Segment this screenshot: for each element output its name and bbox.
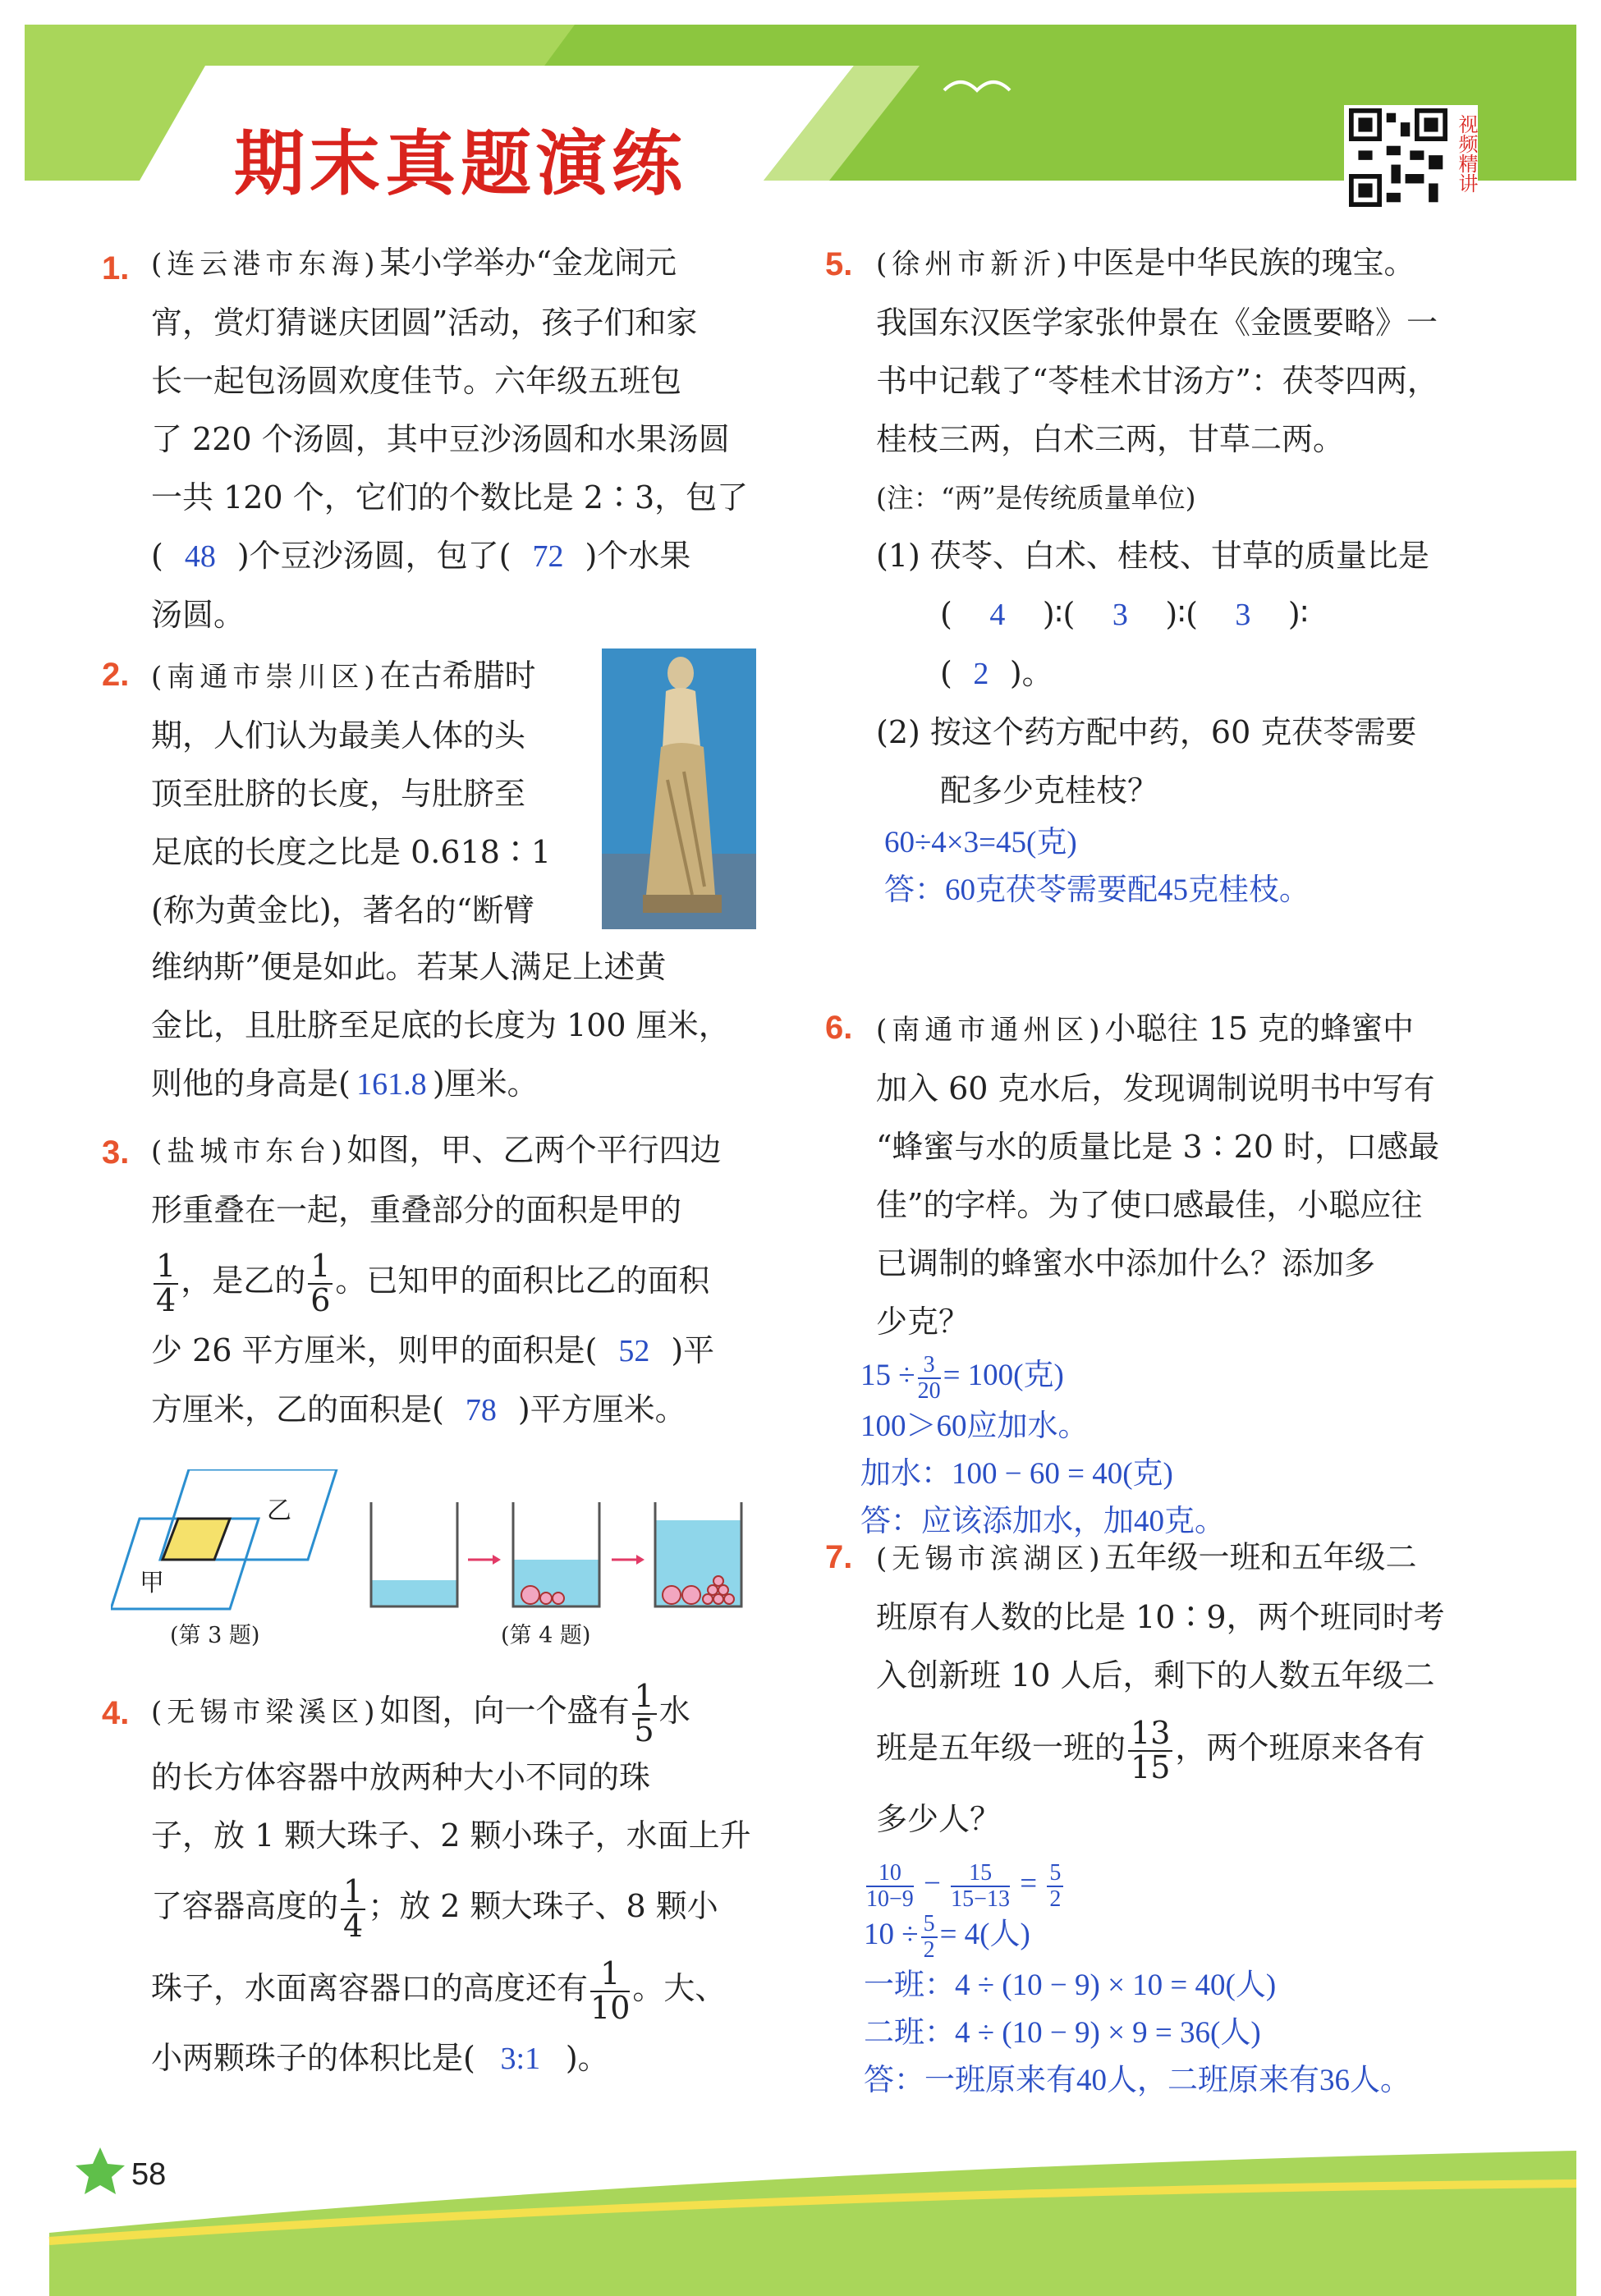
q1-source: (连云港市东海) bbox=[151, 248, 380, 281]
q5-subquestion-2: 配多少克桂枝？ bbox=[940, 772, 1159, 809]
q3-text: )平 bbox=[671, 1332, 715, 1368]
qr-code-icon[interactable] bbox=[1344, 105, 1452, 210]
q5-source: (徐州市新沂) bbox=[876, 248, 1072, 281]
q7-solution-line: 答：一班原来有40人，二班原来有36人。 bbox=[864, 2063, 1411, 2097]
q6-text: “蜂蜜与水的质量比是 3∶20 时，口感最 bbox=[876, 1129, 1440, 1165]
q5-text: 书中记载了“苓桂术甘汤方”：茯苓四两， bbox=[876, 363, 1438, 399]
q3-text: 。已知甲的面积比乙的面积 bbox=[335, 1263, 710, 1299]
q3-number: 3. bbox=[102, 1134, 130, 1171]
page-number: 58 bbox=[131, 2157, 167, 2192]
q5-ratio-2[interactable]: 3 bbox=[1112, 598, 1128, 632]
q4-text: 小两颗珠子的体积比是( bbox=[151, 2040, 475, 2076]
question-2 bbox=[151, 647, 594, 940]
q4-fraction-1-10: $\frac{1}{10}$ bbox=[590, 1955, 631, 2026]
q4-fraction-1-4: $\frac{1}{4}$ bbox=[341, 1876, 365, 1943]
q6-number: 6. bbox=[825, 1010, 853, 1046]
q2-number: 2. bbox=[102, 657, 130, 693]
q5-text: 我国东汉医学家张仲景在《金匮要略》一 bbox=[876, 305, 1438, 341]
q1-text: )个豆沙汤圆，包了( bbox=[236, 538, 511, 574]
q3-caption: (第 3 题) bbox=[170, 1623, 260, 1648]
q3-text: 方厘米，乙的面积是( bbox=[151, 1391, 444, 1428]
q6-solution bbox=[860, 1350, 1225, 1546]
q5-subquestion-2: (2) 按这个药方配中药，60 克茯苓需要 bbox=[876, 714, 1417, 750]
q3-text: 形重叠在一起，重叠部分的面积是甲的 bbox=[151, 1192, 682, 1228]
q6-text: 少克？ bbox=[876, 1304, 970, 1340]
q5-solution-line: 答：60克茯苓需要配45克桂枝。 bbox=[884, 873, 1310, 907]
q6-text: 佳”的字样。为了使口感最佳，小聪应往 bbox=[876, 1187, 1423, 1223]
q6-solution-line: 15 ÷ bbox=[860, 1359, 915, 1392]
q4-fraction-1-5: $\frac{1}{5}$ bbox=[632, 1680, 657, 1748]
q1-text: 某小学举办“金龙闹元 bbox=[379, 245, 677, 281]
q2-text: 足底的长度之比是 0.618∶1 bbox=[151, 834, 552, 870]
q2-text: (称为黄金比)，著名的“断臂 bbox=[151, 892, 535, 928]
q5-number: 5. bbox=[825, 246, 853, 282]
q3-fraction-1-6: $\frac{1}{6}$ bbox=[308, 1250, 333, 1318]
q4-text: 了容器高度的 bbox=[151, 1888, 339, 1924]
q4-source: (无锡市梁溪区) bbox=[151, 1696, 380, 1729]
q5-ratio-3[interactable]: 3 bbox=[1235, 598, 1251, 632]
q7-solution-line: 二班：4 ÷ (10 − 9) × 9 = 36(人) bbox=[864, 2015, 1261, 2050]
q1-text: 一共 120 个，它们的个数比是 2∶3，包了 bbox=[151, 479, 749, 516]
q6-source: (南通市通州区) bbox=[876, 1014, 1105, 1047]
q7-text: 班是五年级一班的 bbox=[876, 1730, 1126, 1766]
q7-number: 7. bbox=[825, 1539, 853, 1575]
q4-text: 的长方体容器中放两种大小不同的珠 bbox=[151, 1759, 651, 1795]
q5-ratio-1[interactable]: 4 bbox=[989, 598, 1006, 632]
q6-solution-line: = 100(克) bbox=[943, 1359, 1064, 1392]
qr-label: 视频精讲 bbox=[1450, 105, 1478, 202]
q4-text: ；放 2 颗大珠子、8 颗小 bbox=[368, 1888, 718, 1924]
q2-text: 顶至肚脐的长度，与肚脐至 bbox=[151, 776, 526, 812]
q2-answer[interactable]: 161.8 bbox=[356, 1067, 427, 1102]
q6-solution-line: 100＞60应加水。 bbox=[860, 1409, 1089, 1443]
q1-text: 长一起包汤圆欢度佳节。六年级五班包 bbox=[151, 363, 682, 399]
q1-answer-1[interactable]: 48 bbox=[184, 539, 216, 574]
q6-solution-line: 加水：100 − 60 = 40(克) bbox=[860, 1456, 1173, 1491]
q7-solution-line: 一班：4 ÷ (10 − 9) × 10 = 40(人) bbox=[864, 1968, 1277, 2002]
q5-text: 中医是中华民族的瑰宝。 bbox=[1071, 245, 1415, 281]
q5-text: 桂枝三两，白术三两，甘草二两。 bbox=[876, 421, 1345, 457]
q7-solution-operator: − bbox=[924, 1867, 941, 1900]
q1-text: )个水果 bbox=[585, 538, 691, 574]
q7-fraction-13-15: $\frac{13}{15}$ bbox=[1128, 1717, 1172, 1785]
q2-source: (南通市崇川区) bbox=[151, 661, 380, 694]
q3-text: )平方厘米。 bbox=[517, 1391, 686, 1428]
q7-text: 入创新班 10 人后，剩下的人数五年级二 bbox=[876, 1657, 1435, 1693]
q5-solution bbox=[884, 819, 1310, 914]
q3-answer-1[interactable]: 52 bbox=[618, 1334, 650, 1368]
q7-text: ，两个班原来各有 bbox=[1175, 1730, 1425, 1766]
q3-text: 少 26 平方厘米，则甲的面积是( bbox=[151, 1332, 598, 1368]
q1-number: 1. bbox=[102, 250, 130, 286]
q7-fraction-5-2: $\frac{5}{2}$ bbox=[921, 1912, 938, 1962]
q1-text: 宵，赏灯猜谜庆团圆”活动，孩子们和家 bbox=[151, 305, 698, 341]
footer-decoration bbox=[0, 2118, 1601, 2296]
q1-answer-2[interactable]: 72 bbox=[532, 539, 564, 574]
question-7 bbox=[876, 1528, 1500, 1849]
q2-text: 维纳斯”便是如此。若某人满足上述黄 bbox=[151, 949, 667, 985]
q5-solution-line: 60÷4×3=45(克) bbox=[884, 826, 1077, 859]
q5-subquestion-1: (1) 茯苓、白术、桂枝、甘草的质量比是 bbox=[876, 538, 1429, 574]
question-3 bbox=[151, 1121, 759, 1440]
q1-text: ( bbox=[151, 538, 163, 574]
q4-text: 水 bbox=[658, 1693, 690, 1729]
q7-solution-line: = 4(人) bbox=[939, 1918, 1030, 1951]
q4-answer[interactable]: 3:1 bbox=[500, 2042, 541, 2076]
q7-text: 班原有人数的比是 10∶9，两个班同时考 bbox=[876, 1599, 1445, 1635]
q7-solution bbox=[864, 1857, 1411, 2105]
q7-fraction-5-2: $\frac{5}{2}$ bbox=[1047, 1861, 1063, 1911]
q6-text: 已调制的蜂蜜水中添加什么？添加多 bbox=[876, 1245, 1376, 1281]
q7-fraction-15-over-15-13: $\frac{15}{15-13}$ bbox=[951, 1860, 1010, 1912]
q4-text: 如图，向一个盛有 bbox=[379, 1693, 630, 1729]
q2-text: )厘米。 bbox=[432, 1066, 539, 1102]
q7-fraction-10-over-10-9: $\frac{10}{10-9}$ bbox=[866, 1860, 914, 1912]
q6-fraction-3-20: $\frac{3}{20}$ bbox=[917, 1352, 941, 1404]
q4-text: 珠子，水面离容器口的高度还有 bbox=[151, 1970, 589, 2006]
q6-text: 小聪往 15 克的蜂蜜中 bbox=[1104, 1011, 1415, 1047]
q7-text: 多少人？ bbox=[876, 1801, 1002, 1837]
q4-number: 4. bbox=[102, 1695, 130, 1731]
venus-statue-image bbox=[602, 648, 756, 929]
q2-text: 金比，且肚脐至足底的长度为 100 厘米， bbox=[151, 1007, 730, 1043]
q5-note: (注：“两”是传统质量单位) bbox=[876, 482, 1196, 514]
question-6 bbox=[876, 1000, 1500, 1351]
question-4 bbox=[151, 1675, 775, 2088]
q4-text: 子，放 1 颗大珠子、2 颗小珠子，水面上升 bbox=[151, 1817, 751, 1854]
q6-solution-line: 答：应该添加水，加40克。 bbox=[860, 1504, 1225, 1538]
q3-answer-2[interactable]: 78 bbox=[465, 1393, 497, 1428]
q4-text: 。大、 bbox=[632, 1970, 727, 2006]
q7-solution-operator: = bbox=[1020, 1867, 1038, 1900]
q1-text: 汤圆。 bbox=[151, 597, 245, 633]
q3-text: 如图，甲、乙两个平行四边 bbox=[346, 1132, 722, 1168]
q4-text: )。 bbox=[565, 2040, 609, 2076]
q3-fraction-1-4: $\frac{1}{4}$ bbox=[154, 1250, 178, 1318]
question-2-cont bbox=[151, 938, 759, 1114]
q3-label-yi: 乙 bbox=[267, 1496, 291, 1525]
q4-caption: (第 4 题) bbox=[501, 1623, 591, 1648]
question-5: (徐州市新沂)中医是中华民族的瑰宝。 我国东汉医学家张仲景在《金匮要略》一 书中记载了“苓桂术甘汤方”：茯苓四两， 桂枝三两，白术三两，甘草二两。 (注：“两”是传统质量单位) (1) 茯苓、白术、桂枝、甘草的质量比是 ( 4 )∶( 3 )∶( 3 )∶ ( 2 )。 (2) 按这个药方配中药，60 克茯苓需要 配多少克桂枝？ bbox=[876, 234, 1500, 820]
q2-text: 期，人们认为最美人体的头 bbox=[151, 717, 526, 754]
q2-text: 在古希腊时 bbox=[379, 658, 536, 694]
q2-text: 则他的身高是( bbox=[151, 1066, 351, 1102]
q7-solution-line: 10 ÷ bbox=[864, 1918, 919, 1951]
q3-text: ，是乙的 bbox=[181, 1263, 306, 1299]
q3-source: (盐城市东台) bbox=[151, 1135, 347, 1168]
question-1 bbox=[151, 234, 759, 644]
q1-text: 了 220 个汤圆，其中豆沙汤圆和水果汤圆 bbox=[151, 421, 730, 457]
q7-text: 五年级一班和五年级二 bbox=[1104, 1539, 1417, 1575]
q4-container-figure bbox=[369, 1502, 747, 1609]
q5-ratio-4[interactable]: 2 bbox=[973, 657, 989, 691]
q3-label-jia: 甲 bbox=[140, 1569, 164, 1597]
q6-text: 加入 60 克水后，发现调制说明书中写有 bbox=[876, 1070, 1435, 1107]
q7-source: (无锡市滨湖区) bbox=[876, 1542, 1105, 1575]
page-title: 期末真题演练 bbox=[234, 123, 687, 205]
